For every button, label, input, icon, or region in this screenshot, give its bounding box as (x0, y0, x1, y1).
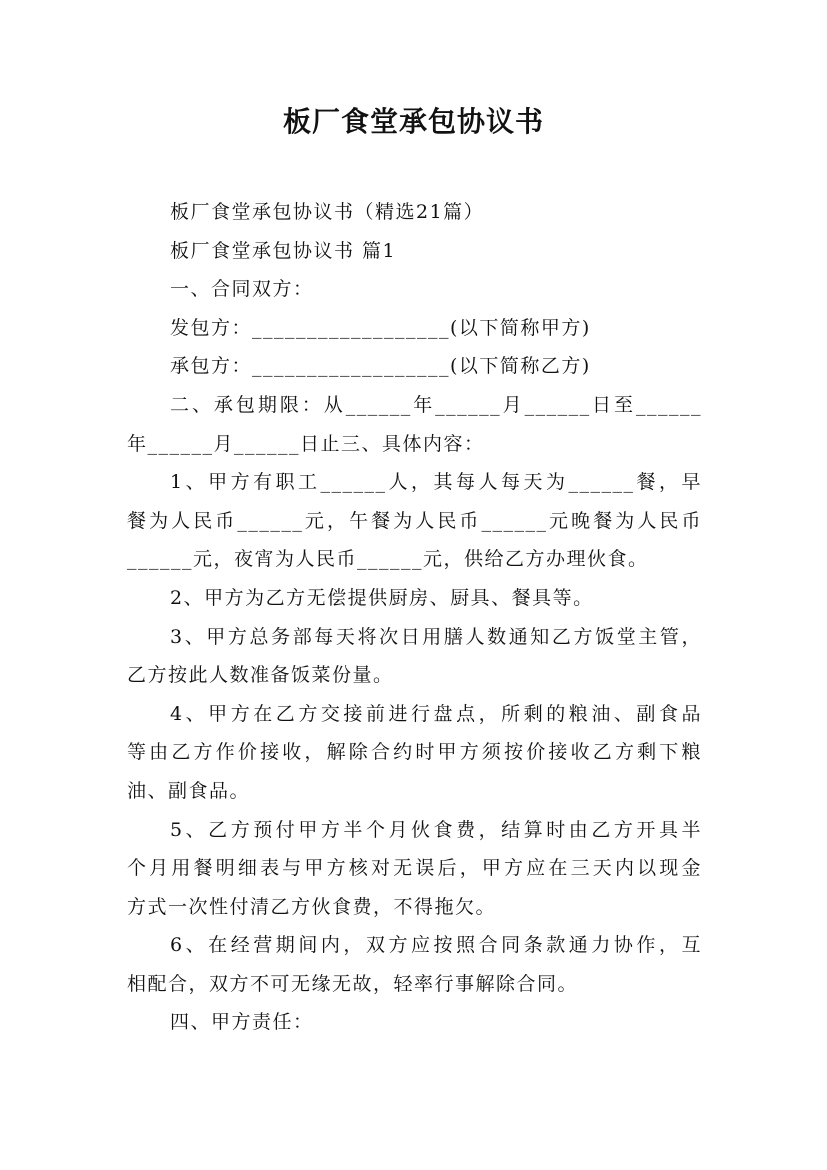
subtitle-line: 板厂食堂承包协议书（精选21篇） (170, 201, 485, 223)
term-line-continued: 年______月______日止三、具体内容： (127, 432, 485, 455)
paragraph-line: 4、甲方在乙方交接前进行盘点，所剩的粮油、副食品 (170, 702, 702, 725)
paragraph-line: 餐为人民币______元，午餐为人民币______元晚餐为人民币 (127, 509, 702, 532)
document-body (127, 193, 702, 1042)
paragraph-line: 6、在经营期间内，双方应按照合同条款通力协作，互 (170, 934, 702, 957)
paragraph-line: 油、副食品。 (127, 779, 251, 802)
paragraph-line: ______元，夜宵为人民币______元，供给乙方办理伙食。 (127, 548, 649, 571)
paragraph-line: 3、甲方总务部每天将次日用膳人数通知乙方饭堂主管， (170, 625, 702, 648)
party-a-line: 发包方：__________________(以下简称甲方) (170, 316, 591, 339)
paragraph-line: 相配合，双方不可无缘无故，轻率行事解除合同。 (127, 972, 579, 995)
document-title: 板厂食堂承包协议书 (282, 105, 544, 138)
section-heading: 板厂食堂承包协议书 篇1 (170, 239, 397, 262)
term-line: 二、承包期限：从______年______月______日至______ (170, 393, 702, 416)
paragraph-line: 1、甲方有职工______人，其每人每天为______餐，早 (170, 471, 702, 494)
party-b-line: 承包方：__________________(以下简称乙方) (170, 355, 591, 378)
paragraph-line: 个月用餐明细表与甲方核对无误后，甲方应在三天内以现金 (127, 857, 702, 880)
paragraph-line: 乙方按此人数准备饭菜份量。 (127, 664, 394, 687)
paragraph-line: 2、甲方为乙方无偿提供厨房、厨具、餐具等。 (170, 586, 594, 609)
paragraph-line: 方式一次性付清乙方伙食费，不得拖欠。 (127, 895, 497, 918)
clause-heading: 一、合同双方： (170, 278, 314, 301)
paragraph-line: 等由乙方作价接收，解除合约时甲方须按价接收乙方剩下粮 (127, 741, 702, 764)
paragraph-line: 5、乙方预付甲方半个月伙食费，结算时由乙方开具半 (170, 818, 702, 841)
section-heading: 四、甲方责任： (170, 1011, 314, 1034)
